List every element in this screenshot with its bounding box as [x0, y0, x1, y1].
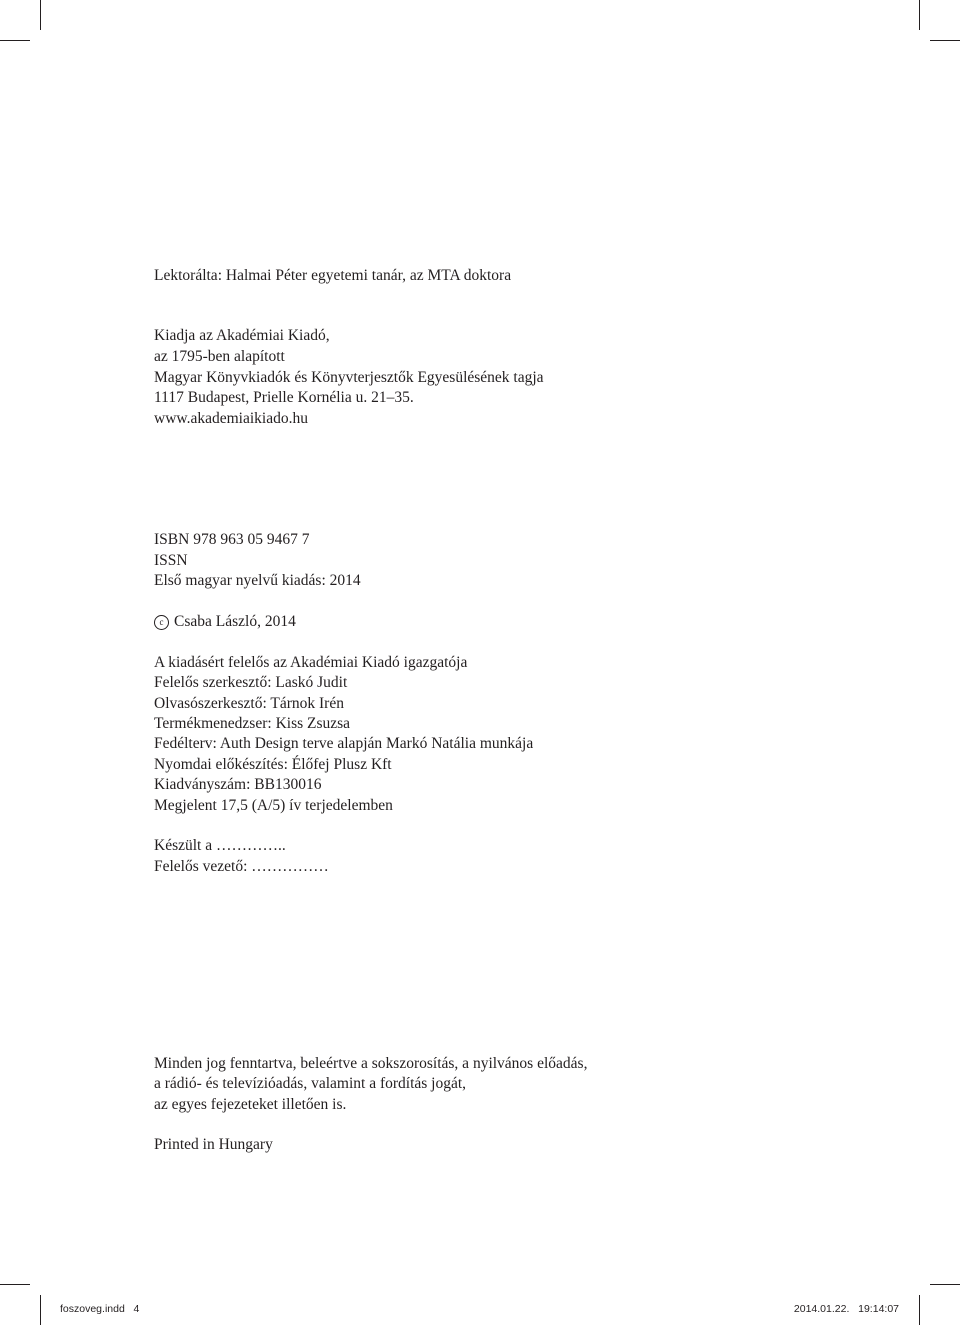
crop-mark-top-left-vertical	[40, 0, 41, 30]
credit-line: Olvasószerkesztő: Tárnok Irén	[154, 695, 344, 712]
rights-line: az egyes fejezeteket illetően is.	[154, 1096, 347, 1113]
copyright-icon: c	[154, 615, 169, 630]
publisher-line: az 1795-ben alapított	[154, 348, 285, 365]
rights-line: Minden jog fenntartva, beleértve a sokszorosítás, a nyilvános előadás,	[154, 1055, 588, 1072]
printed-in: Printed in Hungary	[154, 1136, 273, 1153]
isbn: ISBN 978 963 05 9467 7	[154, 531, 310, 548]
credit-line: Termékmenedzser: Kiss Zsuzsa	[154, 715, 351, 732]
slug-timestamp: 2014.01.22. 19:14:07	[793, 1303, 899, 1315]
publisher-line: Kiadja az Akadémiai Kiadó,	[154, 327, 330, 344]
crop-mark-top-right-horizontal	[930, 40, 960, 41]
credit-line: Fedélterv: Auth Design terve alapján Markó Natália munkája	[154, 735, 534, 752]
crop-mark-bottom-right-vertical	[919, 1295, 920, 1325]
crop-mark-top-left-horizontal	[0, 40, 30, 41]
publisher-website: www.akademiaikiado.hu	[154, 410, 308, 427]
credit-line: Kiadványszám: BB130016	[154, 776, 322, 793]
printing-manager: Felelős vezető: ……………	[154, 858, 329, 875]
crop-mark-bottom-right-horizontal	[930, 1284, 960, 1285]
rights-line: a rádió- és televízióadás, valamint a fordítás jogát,	[154, 1075, 467, 1092]
crop-mark-bottom-left-vertical	[40, 1295, 41, 1325]
copyright-holder: Csaba László, 2014	[174, 613, 296, 630]
edition: Első magyar nyelvű kiadás: 2014	[154, 572, 361, 589]
credit-line: Felelős szerkesztő: Laskó Judit	[154, 674, 348, 691]
credit-line: Nyomdai előkészítés: Élőfej Plusz Kft	[154, 756, 392, 773]
reviewer-line: Lektorálta: Halmai Péter egyetemi tanár, az MTA doktora	[154, 267, 512, 284]
publisher-line: 1117 Budapest, Prielle Kornélia u. 21–35.	[154, 389, 414, 406]
issn: ISSN	[154, 552, 188, 569]
printing-made: Készült a …………..	[154, 837, 286, 854]
crop-mark-top-right-vertical	[919, 0, 920, 30]
credit-line: A kiadásért felelős az Akadémiai Kiadó igazgatója	[154, 654, 468, 671]
copyright-line	[154, 612, 296, 632]
credit-line: Megjelent 17,5 (A/5) ív terjedelemben	[154, 797, 393, 814]
crop-mark-bottom-left-horizontal	[0, 1284, 30, 1285]
slug-file-name: foszoveg.indd 4	[60, 1303, 140, 1315]
publisher-line: Magyar Könyvkiadók és Könyvterjesztők Egyesülésének tagja	[154, 369, 544, 386]
